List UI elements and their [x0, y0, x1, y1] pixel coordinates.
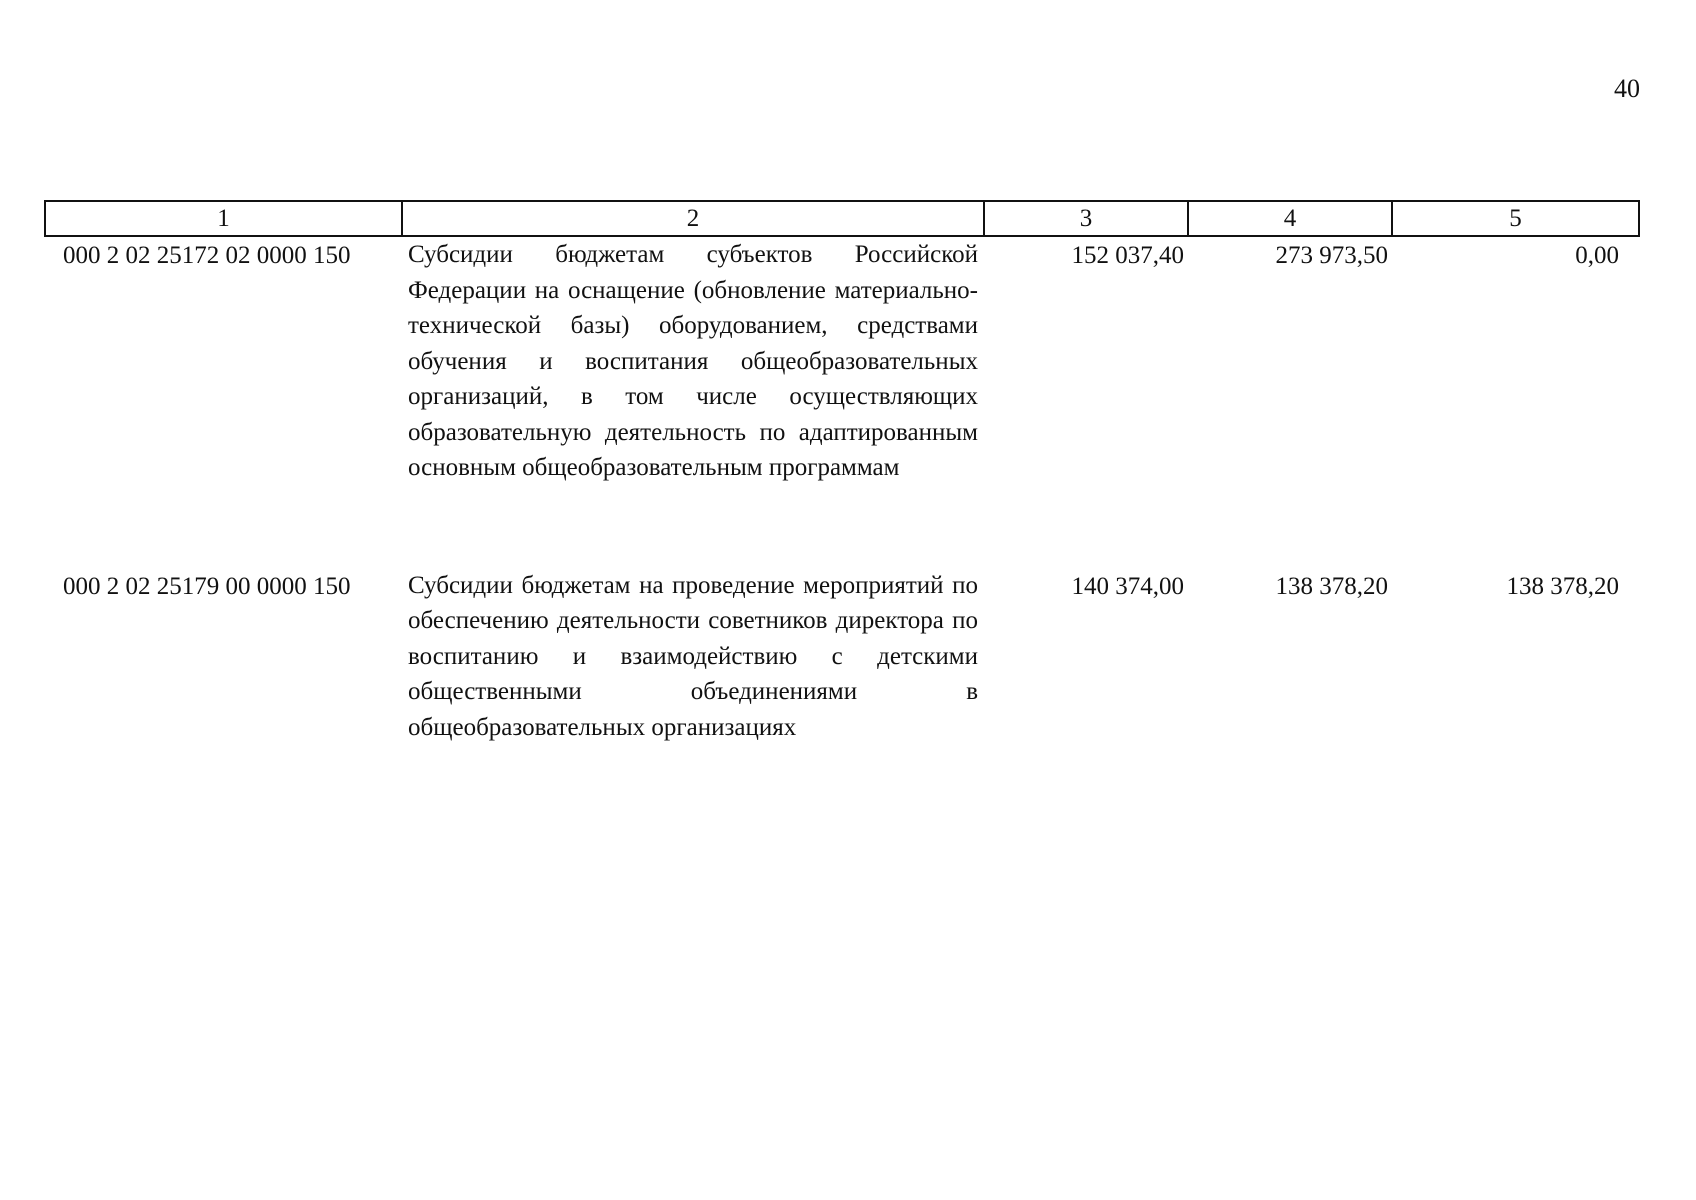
amount-col3: 140 374,00	[1071, 572, 1184, 600]
amount-col4: 273 973,50	[1275, 242, 1388, 269]
table-body	[45, 236, 1639, 745]
column-header-3: 3	[984, 201, 1188, 236]
table-header	[45, 201, 1639, 236]
amount-col4: 138 378,20	[1275, 572, 1388, 600]
row-spacer-cell	[45, 486, 1639, 568]
table-row	[45, 568, 1639, 746]
row-spacer	[45, 486, 1639, 568]
budget-description: Субсидии бюджетам субъектов Российской Федерации на оснащение (обновление материально-технической базы) оборудованием, средствами обучения и воспитания общеобразовательных организаций, в том числе осуществляющих образовательную деятельность по адаптированным основным общеобразовательным программам	[408, 241, 978, 481]
amount-col3: 152 037,40	[1071, 242, 1184, 269]
amount-col5: 138 378,20	[1506, 572, 1619, 600]
table-header-row	[45, 201, 1639, 236]
amount-col5: 0,00	[1575, 242, 1619, 269]
budget-table	[44, 200, 1640, 745]
budget-description: Субсидии бюджетам на проведение мероприятий по обеспечению деятельности советников директора по воспитанию и взаимодействию с детскими общественными объединениями в общеобразовательных организациях	[408, 571, 978, 741]
page-number: 40	[1614, 74, 1640, 103]
budget-code: 000 2 02 25179 00 0000 150	[63, 572, 351, 600]
column-header-1: 1	[45, 201, 402, 236]
column-header-5: 5	[1392, 201, 1639, 236]
table-row	[45, 236, 1639, 486]
column-header-2: 2	[402, 201, 984, 236]
column-header-4: 4	[1188, 201, 1392, 236]
budget-code: 000 2 02 25172 02 0000 150	[63, 242, 351, 269]
